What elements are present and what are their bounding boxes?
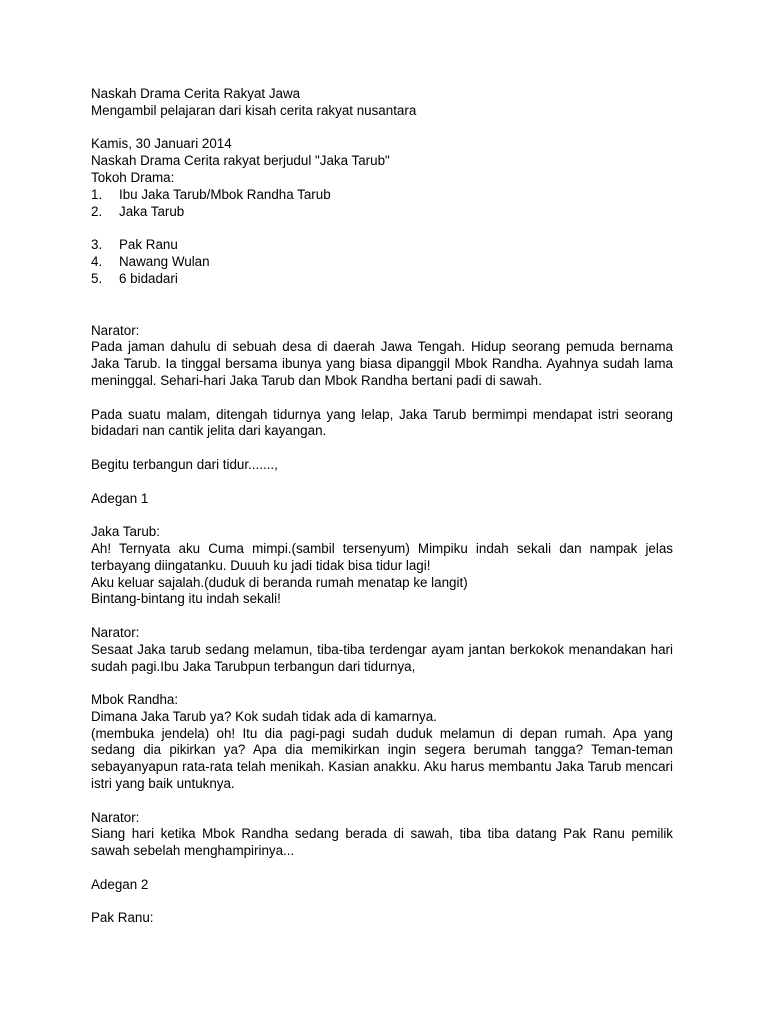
document-title: Naskah Drama Cerita Rakyat Jawa xyxy=(91,86,301,101)
spacer xyxy=(91,675,673,692)
narration-paragraph: Siang hari ketika Mbok Randha sedang berada di sawah, tiba tiba datang Pak Ranu pemilik sawah sebelah menghampirinya... xyxy=(91,826,673,859)
cast-item-number: 2. xyxy=(91,203,103,219)
narration-paragraph: Pada suatu malam, ditengah tidurnya yang lelap, Jaka Tarub bermimpi mendapat istri seorang bidadari nan cantik jelita dari kayangan. xyxy=(91,406,673,439)
cast-item-name: 6 bidadari xyxy=(119,270,178,286)
spacer xyxy=(91,474,673,491)
spacer xyxy=(91,507,673,524)
scene-heading: Adegan 1 xyxy=(91,490,149,506)
dialogue-line: Bintang-bintang itu indah sekali! xyxy=(91,591,281,607)
cast-item-number: 4. xyxy=(91,253,103,269)
cast-item xyxy=(91,254,673,271)
scene-heading: Adegan 2 xyxy=(91,876,149,892)
dialogue-line: Aku keluar sajalah.(duduk di beranda rumah menatap ke langit) xyxy=(91,574,468,590)
speaker-mbok-randha: Mbok Randha: xyxy=(91,692,179,708)
cast-item-name: Pak Ranu xyxy=(119,237,178,253)
speaker-narrator: Narator: xyxy=(91,809,140,825)
cast-label: Tokoh Drama: xyxy=(91,169,175,185)
spacer xyxy=(91,608,673,625)
post-date: Kamis, 30 Januari 2014 xyxy=(91,136,232,152)
cast-item-name: Ibu Jaka Tarub/Mbok Randha Tarub xyxy=(119,186,331,202)
cast-item xyxy=(91,271,673,288)
spacer xyxy=(91,288,673,323)
cast-item-name: Jaka Tarub xyxy=(119,203,185,219)
cast-item-name: Nawang Wulan xyxy=(119,253,210,269)
cast-item-number: 5. xyxy=(91,270,103,286)
dialogue-line: Dimana Jaka Tarub ya? Kok sudah tidak ada di kamarnya. xyxy=(91,708,437,724)
cast-item-number: 1. xyxy=(91,186,103,202)
spacer xyxy=(91,120,673,137)
cast-item xyxy=(91,187,673,204)
spacer xyxy=(91,860,673,877)
document-page xyxy=(91,86,673,927)
cast-item xyxy=(91,237,673,254)
spacer xyxy=(91,220,673,237)
spacer xyxy=(91,894,673,911)
dialogue-line: (membuka jendela) oh! Itu dia pagi-pagi sudah duduk melamun di depan rumah. Apa yang sedang dia pikirkan ya? Apa dia memikirkan ingin segera berumah tangga? Teman-teman sebayanyapun rata-rata telah menikah. Kasian anakku. Aku harus membantu Jaka Tarub mencari istri yang baik untuknya. xyxy=(91,725,673,792)
speaker-narrator: Narator: xyxy=(91,624,140,640)
post-heading: Naskah Drama Cerita rakyat berjudul "Jaka Tarub" xyxy=(91,153,390,169)
dialogue-line: Ah! Ternyata aku Cuma mimpi.(sambil tersenyum) Mimpiku indah sekali dan nampak jelas terbayang diingatanku. Duuuh ku jadi tidak bisa tidur lagi! xyxy=(91,540,673,573)
speaker-narrator: Narator: xyxy=(91,322,140,338)
spacer xyxy=(91,390,673,407)
cast-item xyxy=(91,204,673,221)
spacer xyxy=(91,793,673,810)
speaker-jaka-tarub: Jaka Tarub: xyxy=(91,524,160,540)
document-subtitle: Mengambil pelajaran dari kisah cerita rakyat nusantara xyxy=(91,102,417,118)
narration-paragraph: Sesaat Jaka tarub sedang melamun, tiba-tiba terdengar ayam jantan berkokok menandakan hari sudah pagi.Ibu Jaka Tarubpun terbangun dari tidurnya, xyxy=(91,641,673,674)
cast-item-number: 3. xyxy=(91,237,103,253)
narration-paragraph: Begitu terbangun dari tidur......., xyxy=(91,456,278,472)
spacer xyxy=(91,440,673,457)
speaker-pak-ranu: Pak Ranu: xyxy=(91,910,154,926)
narration-paragraph: Pada jaman dahulu di sebuah desa di daerah Jawa Tengah. Hidup seorang pemuda bernama Jaka Tarub. Ia tinggal bersama ibunya yang biasa dipanggil Mbok Randha. Ayahnya sudah lama meninggal. Sehari-hari Jaka Tarub dan Mbok Randha bertani padi di sawah. xyxy=(91,339,673,388)
